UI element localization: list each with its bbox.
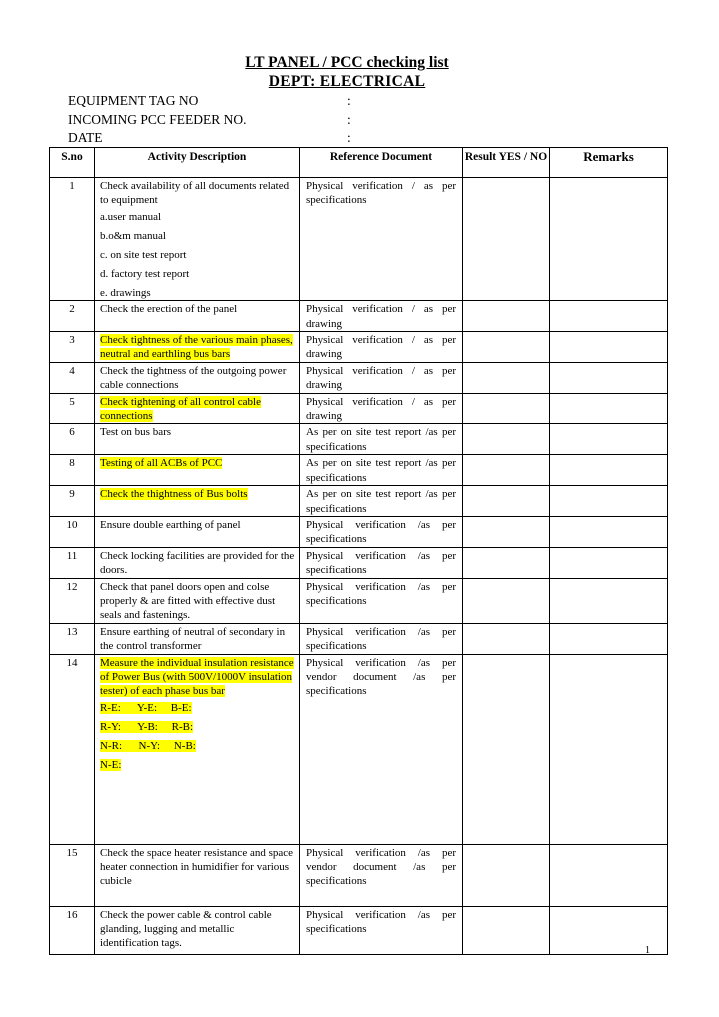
sub-item: b.o&m manual	[100, 229, 166, 242]
row-activity: Check locking facilities are provided for the doors.	[95, 547, 300, 578]
row-result-cell[interactable]	[463, 178, 550, 301]
resistance-readings: N-R: N-Y: N-B:	[100, 739, 196, 752]
activity-text: Check availability of all documents related to equipment	[100, 180, 290, 207]
row-reference: Physical verification /as per specifications	[300, 623, 463, 654]
table-row	[50, 178, 668, 301]
field-label: INCOMING PCC FEEDER NO.	[68, 112, 247, 127]
table-row	[50, 332, 668, 363]
row-reference: Physical verification / as per specifications	[300, 178, 463, 301]
row-result-cell[interactable]	[463, 844, 550, 906]
row-remarks-cell[interactable]	[550, 332, 668, 363]
field-separator: :	[347, 112, 351, 127]
row-remarks-cell[interactable]	[550, 424, 668, 455]
row-reference: As per on site test report /as per specifications	[300, 424, 463, 455]
row-activity: Ensure double earthing of panel	[95, 516, 300, 547]
row-sno: 16	[50, 906, 95, 954]
row-activity: Check that panel doors open and colse properly & are fitted with effective dust seals and fastenings.	[95, 578, 300, 623]
row-activity: Check the power cable & control cable glanding, lugging and metallic identification tags.	[95, 906, 300, 954]
row-remarks-cell[interactable]	[550, 547, 668, 578]
table-row	[50, 547, 668, 578]
row-activity: Check the tightness of the outgoing power cable connections	[95, 362, 300, 393]
highlighted-activity: Measure the individual insulation resistance of Power Bus (with 500V/1000V insulation tester) of each phase bus bar	[100, 656, 294, 698]
row-sno: 8	[50, 455, 95, 486]
row-sno: 2	[50, 301, 95, 332]
row-sno: 14	[50, 654, 95, 844]
row-result-cell[interactable]	[463, 906, 550, 954]
equipment-tag-field	[68, 93, 351, 109]
row-reference: Physical verification /as per vendor document /as per specifications	[300, 654, 463, 844]
row-result-cell[interactable]	[463, 547, 550, 578]
resistance-readings: N-E:	[100, 758, 122, 771]
col-remarks-header: Remarks	[550, 148, 668, 178]
row-sno: 15	[50, 844, 95, 906]
incoming-feeder-field	[68, 112, 351, 128]
row-reference: Physical verification /as per specifications	[300, 547, 463, 578]
sub-item: e. drawings	[100, 286, 151, 299]
row-result-cell[interactable]	[463, 424, 550, 455]
field-separator: :	[347, 130, 351, 145]
row-activity	[95, 332, 300, 363]
row-remarks-cell[interactable]	[550, 178, 668, 301]
row-remarks-cell[interactable]	[550, 301, 668, 332]
row-remarks-cell[interactable]	[550, 516, 668, 547]
col-activity-header: Activity Description	[95, 148, 300, 178]
table-row	[50, 516, 668, 547]
resistance-readings: R-Y: Y-B: R-B:	[100, 720, 194, 733]
row-sno: 10	[50, 516, 95, 547]
row-sno: 3	[50, 332, 95, 363]
row-result-cell[interactable]	[463, 332, 550, 363]
row-sno: 5	[50, 393, 95, 424]
highlighted-activity: Check tightening of all control cable connections	[100, 395, 261, 423]
row-remarks-cell[interactable]	[550, 578, 668, 623]
date-field	[68, 130, 351, 146]
field-label: DATE	[68, 130, 103, 145]
row-activity	[95, 654, 300, 844]
row-remarks-cell[interactable]	[550, 623, 668, 654]
table-row	[50, 844, 668, 906]
page-number: 1	[645, 945, 650, 956]
field-label: EQUIPMENT TAG NO	[68, 93, 199, 108]
document-title: LT PANEL / PCC checking list	[245, 54, 449, 71]
highlighted-activity: Check tightness of the various main phases, neutral and earthling bus bars	[100, 334, 293, 361]
highlighted-activity: Testing of all ACBs of PCC	[100, 457, 223, 470]
row-activity	[95, 455, 300, 486]
col-sno-header: S.no	[50, 148, 95, 178]
row-result-cell[interactable]	[463, 301, 550, 332]
table-header-row	[50, 148, 668, 178]
row-sno: 9	[50, 486, 95, 517]
row-reference: Physical verification /as per specifications	[300, 578, 463, 623]
table-row	[50, 301, 668, 332]
sub-item: d. factory test report	[100, 267, 190, 280]
row-activity	[95, 178, 300, 301]
sub-item: a.user manual	[100, 210, 162, 223]
row-activity	[95, 486, 300, 517]
resistance-readings: R-E: Y-E: B-E:	[100, 701, 192, 714]
row-remarks-cell[interactable]	[550, 362, 668, 393]
row-sno: 6	[50, 424, 95, 455]
row-reference: Physical verification / as per drawing	[300, 332, 463, 363]
table-row	[50, 486, 668, 517]
col-result-header: Result YES / NO	[463, 148, 550, 178]
row-result-cell[interactable]	[463, 623, 550, 654]
row-reference: Physical verification / as per drawing	[300, 393, 463, 424]
table-row	[50, 362, 668, 393]
row-reference: As per on site test report /as per specifications	[300, 455, 463, 486]
row-sno: 13	[50, 623, 95, 654]
row-sno: 11	[50, 547, 95, 578]
col-reference-header: Reference Document	[300, 148, 463, 178]
row-reference: As per on site test report /as per specifications	[300, 486, 463, 517]
row-activity: Check the erection of the panel	[95, 301, 300, 332]
row-result-cell[interactable]	[463, 578, 550, 623]
sub-item: c. on site test report	[100, 248, 187, 261]
table-row	[50, 578, 668, 623]
row-result-cell[interactable]	[463, 654, 550, 844]
highlighted-activity: Check the thightness of Bus bolts	[100, 488, 248, 501]
row-activity: Test on bus bars	[95, 424, 300, 455]
row-remarks-cell[interactable]	[550, 844, 668, 906]
row-reference: Physical verification / as per drawing	[300, 362, 463, 393]
row-result-cell[interactable]	[463, 455, 550, 486]
row-remarks-cell[interactable]	[550, 455, 668, 486]
row-reference: Physical verification / as per drawing	[300, 301, 463, 332]
row-sno: 12	[50, 578, 95, 623]
table-row	[50, 906, 668, 954]
row-activity	[95, 393, 300, 424]
table-row	[50, 654, 668, 844]
row-activity: Check the space heater resistance and space heater connection in humidifier for various cubicle	[95, 844, 300, 906]
table-row	[50, 455, 668, 486]
row-sno: 1	[50, 178, 95, 301]
row-reference: Physical verification /as per vendor document /as per specifications	[300, 844, 463, 906]
row-remarks-cell[interactable]	[550, 486, 668, 517]
row-sno: 4	[50, 362, 95, 393]
row-result-cell[interactable]	[463, 486, 550, 517]
table-row	[50, 623, 668, 654]
field-separator: :	[347, 93, 351, 108]
table-row	[50, 393, 668, 424]
row-remarks-cell[interactable]	[550, 393, 668, 424]
checklist-table	[49, 147, 668, 955]
row-result-cell[interactable]	[463, 516, 550, 547]
row-reference: Physical verification /as per specifications	[300, 906, 463, 954]
row-result-cell[interactable]	[463, 362, 550, 393]
department-title: DEPT: ELECTRICAL	[268, 73, 426, 90]
table-row	[50, 424, 668, 455]
row-result-cell[interactable]	[463, 393, 550, 424]
row-activity: Ensure earthing of neutral of secondary in the control transformer	[95, 623, 300, 654]
row-remarks-cell[interactable]	[550, 654, 668, 844]
row-reference: Physical verification /as per specifications	[300, 516, 463, 547]
